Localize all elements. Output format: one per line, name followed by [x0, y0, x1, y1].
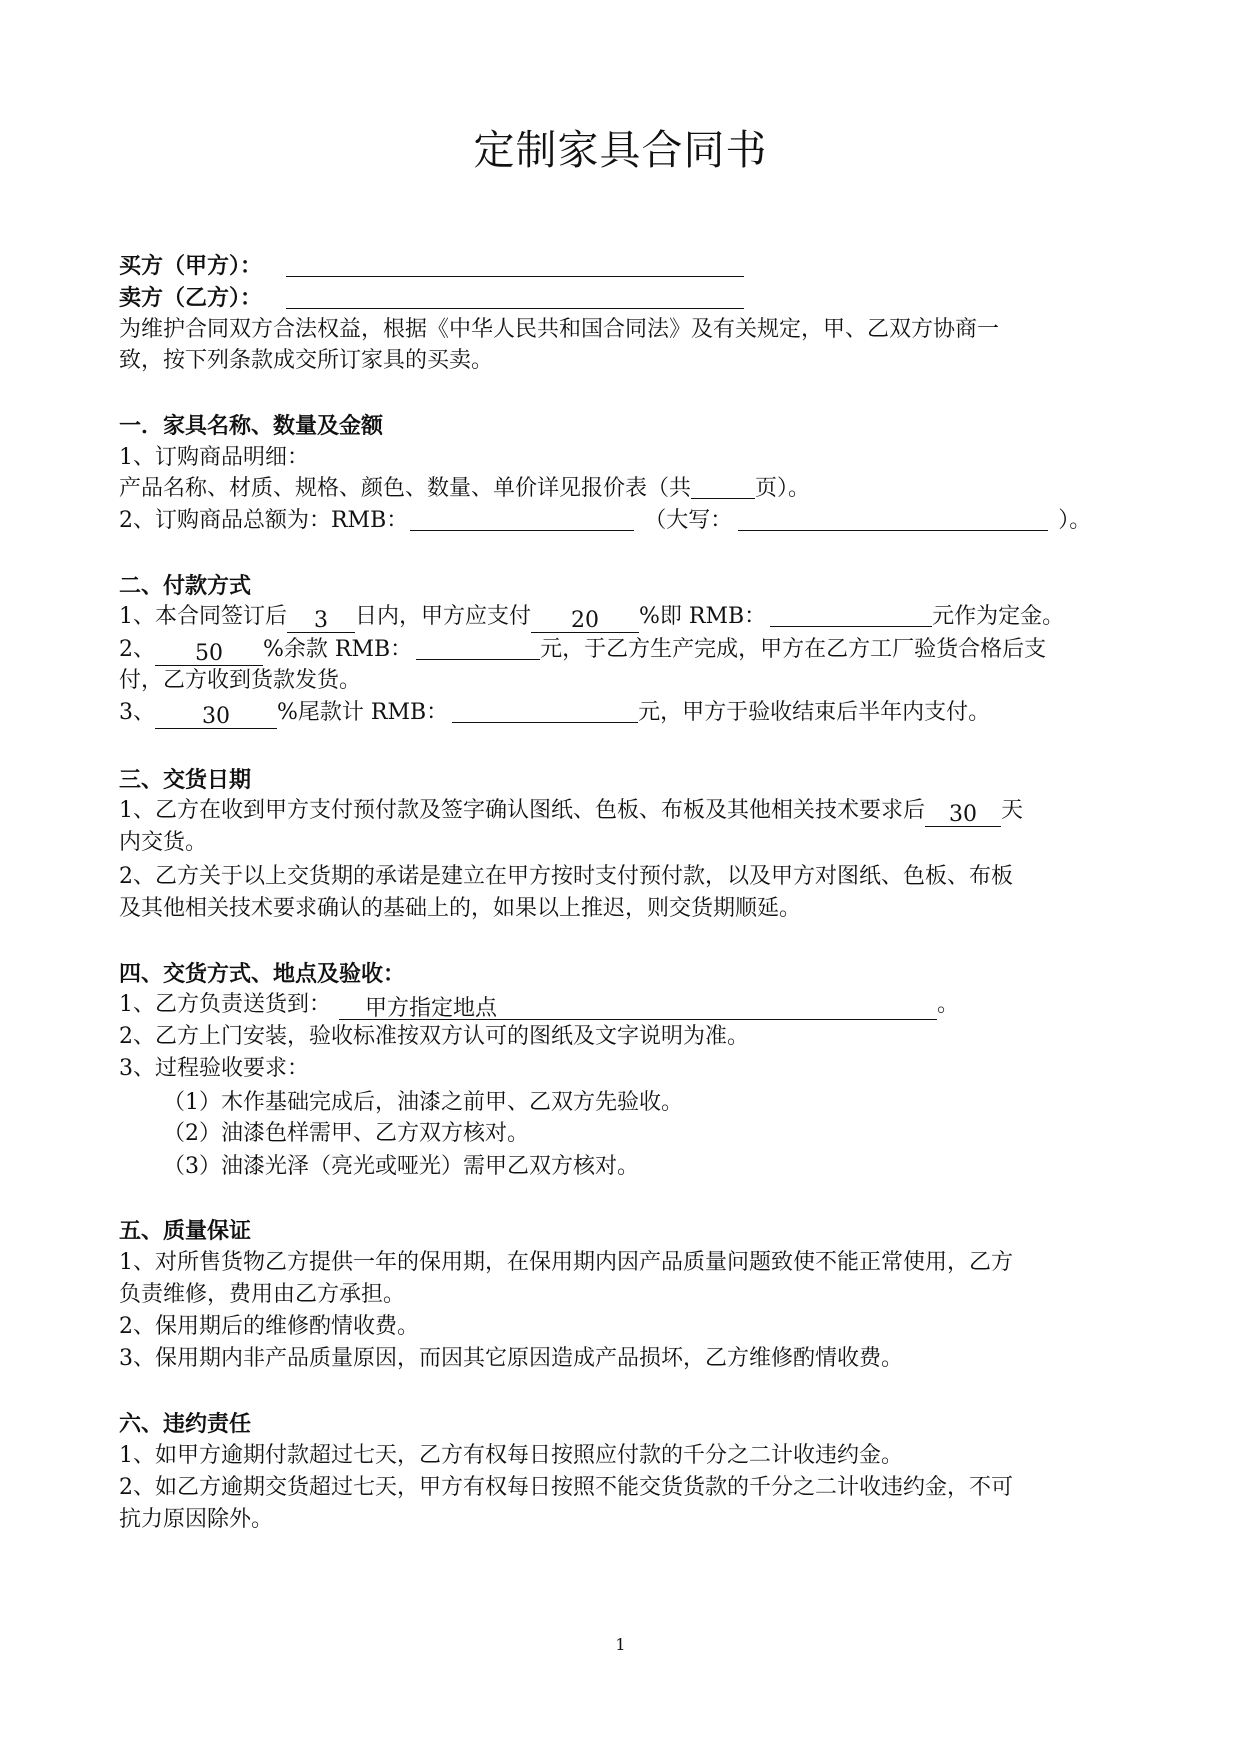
section3-item2-line2: 及其他相关技术要求确认的基础上的，如果以上推迟，则交货期顺延。	[119, 896, 802, 921]
section4-item2: 2、乙方上门安装，验收标准按双方认可的图纸及文字说明为准。	[119, 1024, 749, 1049]
balance-amount-blank[interactable]	[416, 635, 540, 660]
section2-item1-text-d: 元作为定金。	[932, 604, 1065, 629]
final-percent-field[interactable]: 30	[155, 704, 277, 729]
section3-item1	[119, 795, 1023, 827]
section5-item1-line1: 1、对所售货物乙方提供一年的保用期，在保用期内因产品质量问题致使不能正常使用，乙方	[119, 1250, 1014, 1275]
section2-item1-text-a: 1、本合同签订后	[119, 604, 287, 629]
section1-item1: 1、订购商品明细：	[119, 445, 309, 470]
section1-detail-prefix: 产品名称、材质、规格、颜色、数量、单价详见报价表（共	[119, 476, 692, 501]
section3-item1-text-b: 天	[1001, 798, 1024, 823]
section6-item2-line1: 2、如乙方逾期交货超过七天，甲方有权每日按照不能交货货款的千分之二计收违约金，不可	[119, 1475, 1014, 1500]
section3-item1-line2: 内交货。	[119, 830, 208, 855]
total-amount-words-blank[interactable]	[738, 506, 1048, 531]
section4-sub1: （1）木作基础完成后，油漆之前甲、乙双方先验收。	[163, 1090, 683, 1115]
page-number: 1	[615, 1635, 626, 1654]
section2-heading: 二、付款方式	[119, 573, 252, 599]
section2-item2-line2: 付，乙方收到货款发货。	[119, 668, 362, 693]
section2-item3-text-c: 元，甲方于验收结束后半年内支付。	[638, 700, 991, 725]
seller-label: 卖方（乙方）：	[119, 285, 263, 311]
section6-item1: 1、如甲方逾期付款超过七天，乙方有权每日按照应付款的千分之二计收违约金。	[119, 1443, 903, 1468]
total-amount-words-label: （大写：	[644, 508, 733, 533]
section1-heading: 一．家具名称、数量及金额	[119, 413, 384, 439]
section4-item1-text-a: 1、乙方负责送货到：	[119, 992, 331, 1017]
section2-item1-text-b: 日内，甲方应支付	[355, 604, 532, 629]
section2-item3	[119, 697, 990, 729]
intro-line-2: 致，按下列条款成交所订家具的买卖。	[119, 348, 494, 373]
section5-item2: 2、保用期后的维修酌情收费。	[119, 1314, 419, 1339]
section6-heading: 六、违约责任	[119, 1411, 252, 1437]
section2-item2-text-a: 2、	[119, 637, 155, 662]
section4-item3: 3、过程验收要求：	[119, 1056, 309, 1081]
section2-item3-text-b: %尾款计 RMB：	[277, 700, 449, 725]
quote-pages-blank[interactable]	[691, 474, 755, 499]
delivery-days-field[interactable]: 30	[925, 802, 1001, 827]
seller-line	[119, 282, 744, 314]
deposit-days-field[interactable]: 3	[287, 608, 355, 633]
buyer-line	[119, 250, 744, 282]
section3-item2-line1: 2、乙方关于以上交货期的承诺是建立在甲方按时支付预付款，以及甲方对图纸、色板、布板	[119, 864, 1014, 889]
seller-blank[interactable]	[286, 284, 744, 309]
section4-heading: 四、交货方式、地点及验收：	[119, 961, 406, 987]
document-title: 定制家具合同书	[473, 126, 768, 174]
total-amount-blank[interactable]	[410, 506, 634, 531]
total-amount-label: 2、订购商品总额为：RMB：	[119, 508, 409, 533]
section2-item3-text-a: 3、	[119, 700, 155, 725]
deposit-amount-blank[interactable]	[770, 602, 932, 627]
deposit-percent-field[interactable]: 20	[531, 608, 639, 633]
section1-detail	[119, 473, 810, 505]
section3-heading: 三、交货日期	[119, 767, 252, 793]
section5-item1-line2: 负责维修，费用由乙方承担。	[119, 1282, 406, 1307]
buyer-label: 买方（甲方）：	[119, 253, 263, 279]
total-amount-suffix: ）。	[1058, 508, 1092, 533]
balance-percent-field[interactable]: 50	[155, 641, 263, 666]
buyer-blank[interactable]	[286, 252, 744, 277]
section2-item1-text-c: %即 RMB：	[639, 604, 767, 629]
section4-item1	[119, 989, 959, 1021]
section2-item2-text-b: %余款 RMB：	[263, 637, 413, 662]
section2-item2-text-c: 元，于乙方生产完成，甲方在乙方工厂验货合格后支	[540, 637, 1047, 662]
final-amount-blank[interactable]	[452, 698, 638, 723]
section4-sub2: （2）油漆色样需甲、乙方双方核对。	[163, 1121, 529, 1146]
delivery-place-field[interactable]: 甲方指定地点	[339, 996, 937, 1020]
section2-item2	[119, 634, 1046, 666]
section1-detail-suffix: 页）。	[755, 476, 811, 501]
section1-item2	[119, 505, 1091, 537]
intro-line-1: 为维护合同双方合法权益，根据《中华人民共和国合同法》及有关规定，甲、乙双方协商一	[119, 317, 1000, 342]
section2-item1	[119, 601, 1064, 633]
section3-item1-text-a: 1、乙方在收到甲方支付预付款及签字确认图纸、色板、布板及其他相关技术要求后	[119, 798, 925, 823]
section6-item2-line2: 抗力原因除外。	[119, 1507, 274, 1532]
section4-sub3: （3）油漆光泽（亮光或哑光）需甲乙双方核对。	[163, 1154, 639, 1179]
section4-item1-text-b: 。	[937, 992, 960, 1017]
section5-heading: 五、质量保证	[119, 1218, 252, 1244]
section5-item3: 3、保用期内非产品质量原因，而因其它原因造成产品损坏，乙方维修酌情收费。	[119, 1346, 903, 1371]
